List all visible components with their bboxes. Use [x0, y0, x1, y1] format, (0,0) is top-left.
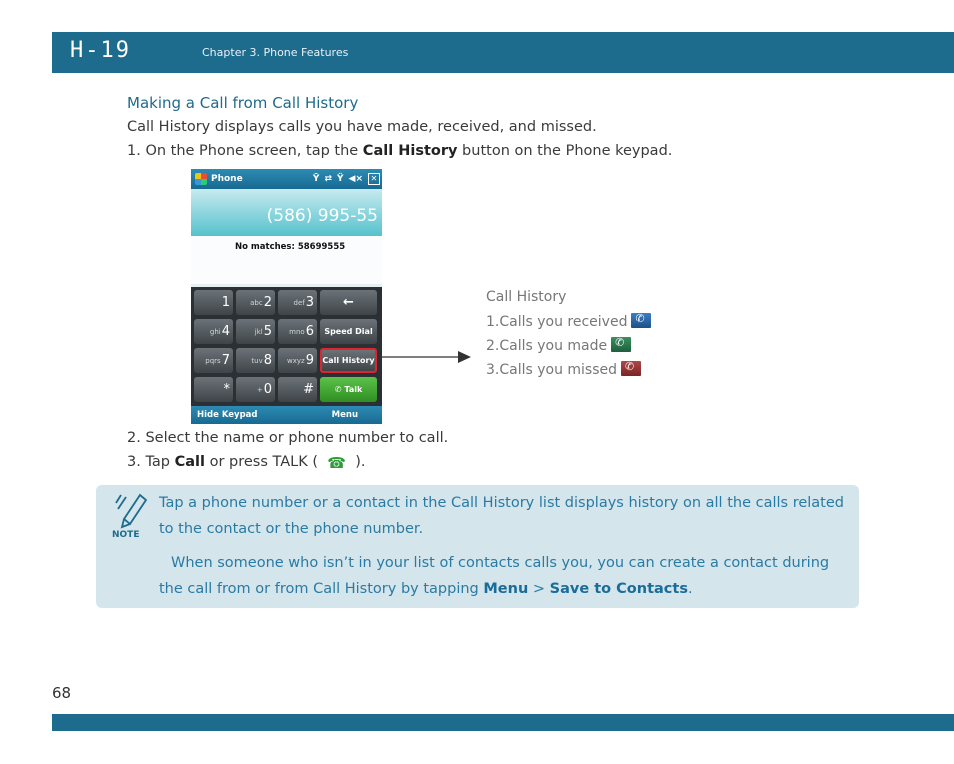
close-icon[interactable]: ✕	[368, 173, 380, 185]
legend-item-received: 1.Calls you received✆	[486, 313, 651, 330]
step-1-bold: Call History	[362, 143, 458, 159]
note-label: NOTE	[112, 530, 140, 539]
key-8[interactable]: tuv 8	[236, 348, 275, 373]
note-pencil-icon	[110, 489, 150, 539]
keypad-row	[194, 348, 379, 373]
key-0[interactable]: + 0	[236, 377, 275, 402]
step-1	[127, 143, 672, 159]
key-star[interactable]: *	[194, 377, 233, 402]
note-paragraph-1: Tap a phone number or a contact in the Call History list displays history on all the calls related to the contact or the phone number.	[159, 495, 844, 537]
note-paragraph-2: When someone who isn’t in your list of contacts calls you, you can create a contact during the call from or from Call History by tapping Menu > Save to Contacts.	[159, 555, 830, 597]
chapter-title: Chapter 3. Phone Features	[202, 46, 349, 59]
phone-icon: ✆	[334, 385, 342, 394]
key-4[interactable]: ghi 4	[194, 319, 233, 344]
phone-menu-bar	[191, 406, 382, 424]
hide-keypad-softkey[interactable]: Hide Keypad	[197, 410, 258, 420]
keypad-row	[194, 290, 379, 315]
antenna-icon: Ÿ	[337, 174, 344, 184]
key-6[interactable]: mno 6	[278, 319, 317, 344]
page-number: 68	[52, 684, 72, 702]
header-bar	[52, 32, 954, 73]
step-2: 2. Select the name or phone number to call.	[127, 430, 449, 446]
step-3-bold: Call	[174, 454, 205, 470]
key-9[interactable]: wxyz 9	[278, 348, 317, 373]
connectivity-icon: ⇄	[324, 174, 332, 184]
dialed-number-area	[191, 189, 382, 236]
phone-title: Phone	[211, 174, 243, 184]
signal-icon: Ῡ	[312, 174, 320, 184]
step-1-pre: 1. On the Phone screen, tap the	[127, 143, 363, 159]
windows-start-icon[interactable]	[195, 173, 207, 185]
key-2[interactable]: abc 2	[236, 290, 275, 315]
missed-call-icon	[621, 361, 641, 376]
legend-item-made: 2.Calls you made✆	[486, 337, 631, 354]
dialed-number: (586) 995-55	[266, 206, 378, 226]
keypad-row	[194, 377, 379, 402]
menu-link: Menu	[483, 581, 529, 597]
key-5[interactable]: jkl 5	[236, 319, 275, 344]
note-box	[96, 485, 859, 608]
phone-keypad	[191, 287, 382, 406]
call-history-button[interactable]: Call History	[320, 348, 377, 373]
made-call-icon	[611, 337, 631, 352]
step-1-post: button on the Phone keypad.	[457, 143, 673, 159]
key-1[interactable]: 1	[194, 290, 233, 315]
menu-softkey[interactable]: Menu	[331, 410, 358, 420]
step-3: 3. Tap Call or press TALK ( ☎ ).	[127, 454, 366, 472]
keypad-row	[194, 319, 379, 344]
footer-bar	[52, 714, 954, 731]
callout-arrow	[380, 350, 472, 364]
status-icons	[313, 173, 382, 185]
legend-title: Call History	[486, 289, 567, 305]
phone-title-bar	[191, 169, 382, 189]
talk-button[interactable]: ✆ Talk	[320, 377, 377, 402]
speed-dial-button[interactable]: Speed Dial	[320, 319, 377, 344]
talk-phone-icon: ☎	[327, 454, 346, 472]
section-title: Making a Call from Call History	[127, 94, 359, 112]
key-3[interactable]: def 3	[278, 290, 317, 315]
save-to-contacts-link: Save to Contacts	[549, 581, 688, 597]
phone-screenshot	[191, 169, 382, 424]
volume-icon[interactable]: ◀×	[348, 174, 363, 184]
legend-item-missed: 3.Calls you missed✆	[486, 361, 641, 378]
intro-text: Call History displays calls you have made, received, and missed.	[127, 119, 597, 135]
received-call-icon	[631, 313, 651, 328]
backspace-button[interactable]: ←	[320, 290, 377, 315]
key-7[interactable]: pqrs 7	[194, 348, 233, 373]
model-name: H-19	[70, 38, 131, 63]
key-hash[interactable]: #	[278, 377, 317, 402]
matches-text: No matches: 58699555	[191, 236, 382, 284]
